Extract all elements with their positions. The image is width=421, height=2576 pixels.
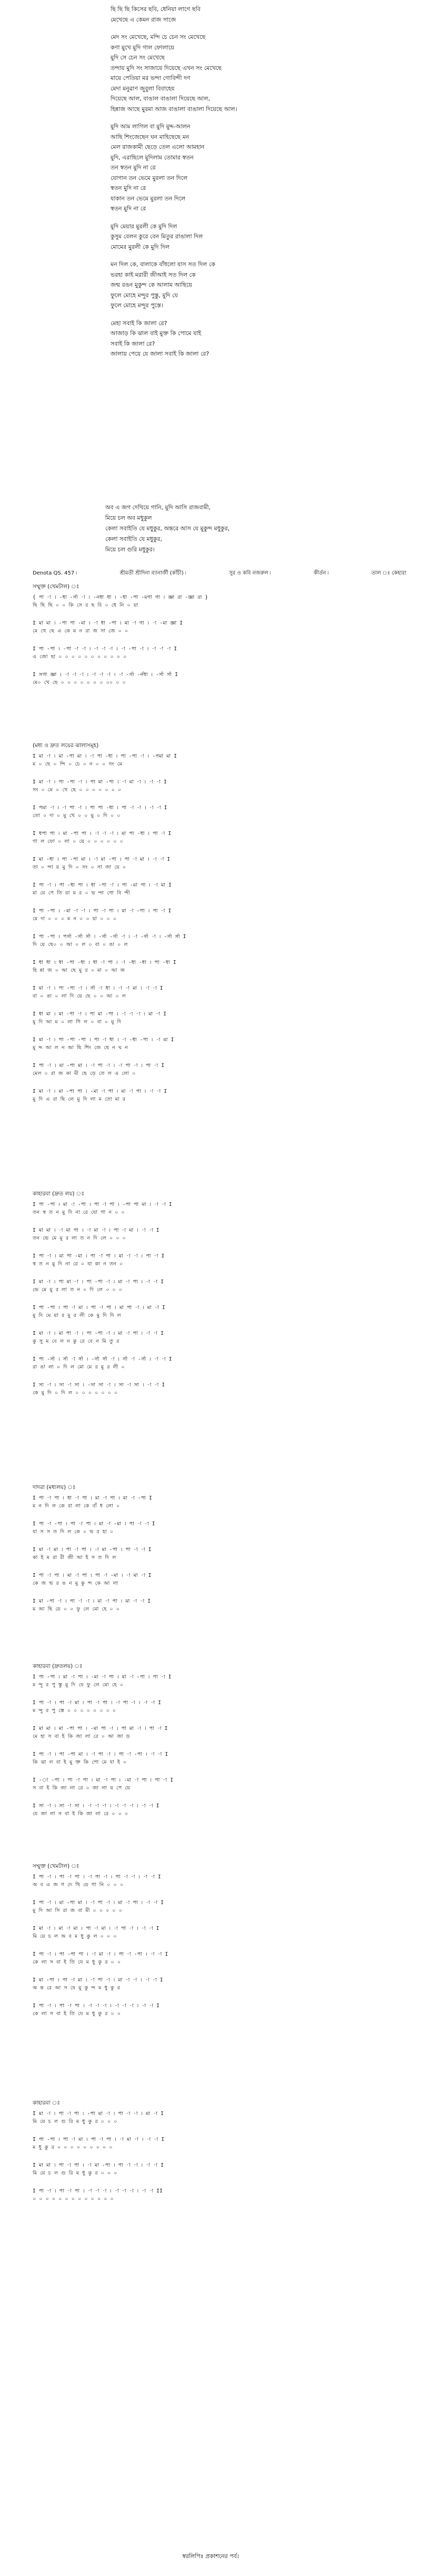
swara-row: I মা -া । পা -পা -া । র্সা -া ধা । -া -া মা । -া -া I	[33, 985, 163, 991]
poem-line: মোমের মুরলী কে মুদি দিল	[111, 243, 170, 250]
notation-line	[33, 1546, 407, 1562]
lyric-syllable-row: মু দি আ সি রা জ বা মী ০ ০ ০ ০ ০	[33, 1908, 123, 1914]
notation-line	[33, 1725, 407, 1740]
swara-row: I ধা মা । মা -পা -া । পা মা -পা । -া -া -া । মা -া I	[33, 1011, 167, 1017]
notation-line	[33, 804, 407, 820]
notation-line	[33, 984, 407, 1000]
swara-row: I পা -পা । মা -া পা । -মা -া পা । মা -া -পা । পা -া I	[33, 1674, 172, 1680]
swara-row: { পা -া । -ধা -র্সা -া । -নধা ধা । -ধা -পা -মগা গা । জ্ঞা রা -জ্ঞা রা }	[33, 595, 208, 600]
notation-line	[33, 593, 407, 609]
poem-line: ভরহা কাই মরারী জীআই সত দিল কে	[111, 271, 196, 278]
poem-line: মেদ সং মেখেছে, মন্দি চে চেন সং মেখেছে	[111, 34, 206, 41]
lyric-syllable-row: তা ০ ন্দা য় মু দি ০ সং ০ সা জা য়ে ০	[33, 864, 126, 870]
notation-block-group	[33, 1873, 407, 2028]
poem-line: মুদি আম লাগিল বা মুদি মুদ্দ-আলন	[111, 123, 191, 130]
notation-line	[33, 1062, 407, 1078]
poem-line: মুদি সে চেন সং মেখেছে	[111, 54, 165, 61]
notation-line	[33, 1355, 407, 1371]
poem-line: মেদা মনুৱাণ জুবুলা বিবাহেয়	[111, 85, 175, 92]
lyric-syllable-row: মে দা ০ ০ ০ ম ন ০ ০ য়া ০ ০ ০	[33, 916, 117, 922]
swara-row: I পা -া । মা -পা মা । -া পা -া । -া পা -া । পা -া I	[33, 1063, 165, 1069]
notation-line	[33, 2136, 407, 2151]
poem-line: যোগান তন ভেমে মুরলা তন দিলে	[111, 174, 188, 182]
swara-row: I পা -া । মা -পা মা । -া পা -া । মা -া পা । -া -া I	[33, 1900, 164, 1906]
lyric-syllable-row: কু সু ম বে ল ন কু রে বে ন মি তু র	[33, 1339, 119, 1344]
swara-row: I সা -া । সা -া সা । -া -া -া । -া -া -া । -া -া I	[33, 1803, 159, 1809]
poem-line: কেলা সবাইতি যে মধুকুর, অন্তরে আস যে মুকুন্দ মধুকুর,	[105, 525, 230, 532]
lyric-syllable-row: স বা ই কি জা লা রে ০ জা লা য় পে য়ে	[33, 1785, 131, 1791]
lyric-syllable-row: ভে মে মু র লা ত ন ০ দি লে ০ ০ ০	[33, 1287, 123, 1293]
lyric-syllable-row: কা ই ম রা রী জী আ ই স ত দি ল	[33, 1555, 116, 1561]
section-title: কাহারবা ঃ	[33, 2100, 60, 2106]
swara-row: I পমা -া । -া পা -া । পা পা -ধা । পা -া -া । -া -া I	[33, 805, 167, 811]
notation-line	[33, 645, 407, 661]
poem-line: ফুলে মোহে মন্দুর পুস্তে।	[111, 302, 163, 309]
lyric-syllable-row: মে খে ছে এ কে ম ন রা জ সা জে ০ ০	[33, 628, 128, 634]
swara-row: I মা -া মা । পা -া পা । -া মা -পা । পা -া -া I	[33, 1547, 152, 1553]
poem-line: কণা মুখে মুদি গাল ফোলায়ে	[111, 44, 174, 51]
notation-line	[33, 2187, 407, 2203]
notation-line	[33, 1381, 407, 1397]
swara-row: I পা -া । পা -া পা । -া -া -া । -া -া -া । -া -া II	[33, 2188, 163, 2194]
poem-line: ছি ছি ছি কিসের ছবি, ধেনিয়া লাগে ছবি	[111, 6, 201, 13]
poem-line: মায়ে পেতিয়া মর ভন্দা গোবিন্দী দণ	[111, 75, 191, 82]
lyric-syllable-row: মি য়ে চ ল গু রি ম ধু কু র ০ ০ ০	[33, 2119, 117, 2125]
notation-line	[33, 1976, 407, 1992]
poem-line: মেহা সবাই কি জালা রে?	[111, 319, 167, 327]
poem-line: মেখেছে এ কেমন রাজ সাজে	[111, 16, 176, 23]
poem-line: স্বতন মুদি না রে	[111, 185, 146, 192]
lyric-syllable-row: তন ভে মে মু র লা ত ন দি লে ০ ০ ০	[33, 1235, 126, 1241]
notation-line	[33, 1278, 407, 1294]
swara-row: I পা -র্সা । র্সা -া র্সা । -র্সা র্সা -া । র্সা -া -র্সা । -া -া I	[33, 1356, 172, 1362]
lyric-syllable-row: বা ০ ঙা ০ লা দি য়ে ছে ০ ০ আ ০ ল	[33, 993, 126, 999]
swara-row: I মা -া । মা পা -া । পা -পা -া । মা -া পা । -া -া I	[33, 1331, 164, 1336]
lyricist-credit: সুর ও কবি নজরুল ৷	[229, 570, 271, 576]
poem-line: মিয়ে চল গুরি মধুকুর।	[105, 546, 155, 553]
notation-line	[33, 1520, 407, 1536]
lyric-syllable-row: স্ব ত ন মু দি না রে ০ যা কা ন তন ০	[33, 1261, 123, 1267]
lyric-syllable-row: যা স স ত দি ল কে ০ ভ র হা ০	[33, 1529, 114, 1535]
notation-line	[33, 1330, 407, 1345]
lyric-syllable-row: মে০ খে ছে ০ ০ ০ ০ ০ ০ ০ ০০ ০ ০	[33, 680, 126, 686]
notation-line	[33, 1899, 407, 1915]
notation-line	[33, 1088, 407, 1103]
swara-row: I পা -া । পা -া মা । পা -া পা । -া পা -া । -া -া I	[33, 1700, 162, 1706]
lyric-syllable-row: মি য়ে চ ল অ ব ম ধু কু ল ০ ০ ০	[33, 1934, 117, 1939]
poem-line: তন্দায় মুদি সং সাজায়ে দিয়েছে এখন সং মেখেছে	[111, 64, 222, 72]
notation-line	[33, 1776, 407, 1792]
swara-row: I মা মা । -া মা পা । -া মা -া । পা -া মা । -া -া I	[33, 1227, 159, 1233]
footer-note: স্বরলিপিঃ প্রকাশনের পর্ব।	[182, 2553, 239, 2560]
swara-row: I -া -পা । পা -া পা । মা -া পা । -মা -া পা । পা -া I	[33, 1777, 174, 1783]
notation-line	[33, 1572, 407, 1587]
notation-line	[33, 619, 407, 635]
lyric-syllable-row: মু দি মে য়া র মু র লী কে মু দি দি ল	[33, 1313, 121, 1319]
poem-stanza	[111, 122, 405, 214]
notation-line	[33, 1494, 407, 1510]
notation-line	[33, 1252, 407, 1268]
section-title: সম্মুক্ত (খেমটাল) ঃ	[33, 1863, 79, 1869]
swara-row: I পা -া পা । ধা -া পা । মা -া পা । মা -া -পা I	[33, 1495, 153, 1501]
section-title: কাহারবা (দ্রুত লয়) ঃ	[33, 1191, 84, 1197]
notation-line	[33, 1925, 407, 1940]
swara-row: I পা -া । পা -া পা । -া পা -া । পা -া -া । -া -া I	[33, 1874, 161, 1880]
section-title: কাহারবা (দ্রুতলয়) ঃ	[33, 1663, 83, 1669]
swara-row: I পা -পা । পর্সা -র্সা র্সা । -র্সা -র্সা -া । -া -র্সা -া । -র্সা র্সা I	[33, 934, 186, 940]
swara-row: I ধপা পা । মা -পা পা । -া -া -া । মা পা -ধা । পা -া I	[33, 831, 172, 837]
lyric-syllable-row: ০ ০ ০ ০ ০ ০ ০ ০ ০ ০ ০ ০ ০	[33, 2196, 114, 2202]
lyric-syllable-row: মে হা স বা ই কি জা লা রে ০ আ জা ড়	[33, 1734, 130, 1739]
notation-line	[33, 2161, 407, 2177]
notation-block-group	[33, 593, 407, 697]
notation-line	[33, 1699, 407, 1715]
lyric-syllable-row: অ ব এ জ গ দে খি য়ে গা নি ০ ০ ০	[33, 1882, 124, 1888]
swara-row: I পা -পা । পা -া মা । পা -া পা । -া মা -া । -া -া I	[33, 2137, 165, 2142]
lyric-syllable-row: মু দ্দ আ ল ন আ ছি শিং জে ছে ন ঘ ন	[33, 1045, 128, 1051]
notation-line	[33, 933, 407, 949]
lyric-syllable-row: মেল ০ রা জ কা মী ছে ড়ে তে ল এ লো ০	[33, 1071, 136, 1076]
lyric-syllable-row: গা ল ফো ০ লা ০ য়ে ০ ০ ০ ০ ০ ০	[33, 839, 123, 844]
swara-row: I পা -া । মা পা -মা । পা -া পা । মা -া -া । পা -া I	[33, 1253, 165, 1259]
swara-row: I মা -পা -া । পা -া -া । মা -া পা । মা -া -া I	[33, 1598, 151, 1604]
swara-row: I পা -পা । মা -া -পা । পা -া পা । -পা পা মা । -া -া I	[33, 1202, 172, 1208]
poem-line: তন স্বতন মুদি না রে	[111, 164, 156, 171]
poem-stanza	[111, 318, 405, 359]
lyric-syllable-row: কে জ ন্ম র ঙ ন মু কু ন্দ কে আ লা	[33, 1581, 118, 1586]
section-title: সম্মুক্ত (খেমটাল) ঃ	[33, 583, 79, 590]
lyric-syllable-row: রা ঙা লা ০ দি ল মো মে র মু র লী ০	[33, 1364, 125, 1370]
notation-line	[33, 1597, 407, 1613]
notation-line	[33, 1036, 407, 1052]
swara-row: I সগা জ্ঞা । -া -া -া । -া -া -া । -া -র্সা -র্নধা । -র্সা র্সা I	[33, 672, 178, 678]
swara-row: I পা -া পা । মা -া পা । পা -া -মা । -া মা -া I	[33, 1573, 152, 1578]
lyric-syllable-row: ম ০ ছে ০ ন্দি ০ চে ০ ন ০ ০ সং মে	[33, 761, 123, 767]
poem-line: মুদি, এরাছিলে মুদিলাম তোমার স্বতন	[111, 154, 194, 161]
notation-line	[33, 1673, 407, 1689]
poem-line: জালায় পেয়ে যে জালা সবাই কি জালা রে?	[111, 350, 209, 357]
poem-stanza	[111, 222, 405, 253]
poem-line: মন দিল কে, বালাকে বাঁধলো যাস সত দিল কে	[111, 261, 216, 268]
lyric-syllable-row: কে লা স বা ই তি যে ম ধু কু র ০ ০	[33, 2011, 121, 2017]
swara-row: I পা -া । পা -পা মা । -া পা -া । পা -া -পা । -া -া I	[33, 1752, 168, 1757]
swara-row: I মা মা । মা -পা পা । -মা পা -া । পা মা -া । পা -া I	[33, 1726, 168, 1732]
raga-name: কীর্তন ৷	[314, 570, 329, 576]
swara-row: I পা -া -পা । পা -া পা । মা -া -মা । পা -া -া I	[33, 1521, 155, 1527]
lyric-syllable-row: মি য়ে চ ল গু রি ম ধু কু র ০ ০ ০	[33, 2170, 117, 2176]
taal-name: তাল ঃ কেহারা	[371, 570, 406, 576]
lyric-syllable-row: হি ন্না জ ০ আ ছে মু র ০ মা ০ আ জ	[33, 968, 125, 973]
poem-line: মেল রাজকামী ছেড়ে তেল এলো আমহান	[111, 144, 205, 150]
poem-line: কুসুম বেলন কুরে বেন মিতুর রাঙালা দিল	[111, 233, 203, 240]
notation-line	[33, 1304, 407, 1320]
swara-row: I পা -া । পা -ধা পা । ধা -পা -া । পা -মা পা । -া মা I	[33, 882, 172, 888]
lyric-syllable-row: তো ০ দা ০ মু খে ০ ০ মু ০ দি ০ ০	[33, 813, 121, 819]
swara-row: I সা -া । সা -া সা । -সা সা -া । সা -া সা । -া -া I	[33, 1382, 165, 1388]
swara-row: I পা -পা । -মা -া -া । পা -া পা । মা -া -পা । পা -া I	[33, 908, 172, 914]
poem-line: দিয়েছে আল, বাঙাল বাঙালা দিয়েছে আল,	[111, 95, 210, 102]
poem-stanza	[111, 4, 405, 25]
notation-line	[33, 778, 407, 794]
notation-line	[33, 2110, 407, 2126]
lyric-syllable-row: মু দি আ ম ০ লা গি ল ০ বা ০ মু দি	[33, 1019, 122, 1025]
poem-line: হিন্নাজ আছে মুরমা আজ বাঙালা বাঙালা দিয়েছে আল।	[111, 105, 237, 113]
lyric-syllable-row: মু দি এ রা ছি লে মু দি লা ম তো মা র	[33, 1096, 126, 1102]
notation-line	[33, 1950, 407, 1966]
section-title: (মধ্য ও দ্রুত লয়ের ঝালাসমূহ)	[33, 742, 99, 749]
disc-number: Denota QS. 457 ৷	[33, 570, 77, 576]
notation-line	[33, 856, 407, 871]
swara-row: I মা -া । পা মা -া । পা -পা -া । মা -া পা । -া -া I	[33, 1279, 164, 1285]
artist-name: শ্রীমতী শ্রীদিনা ব্যানার্জী (কাঁচী) ৷	[119, 570, 186, 576]
lyric-syllable-row: অ ন্ত রে আ স যে মু কু ন্দ ম ধু কু র	[33, 1985, 121, 1991]
poem-line: মিয়ে চল অব মধুকুল	[105, 515, 152, 521]
poem-stanza	[111, 32, 405, 114]
swara-row: I পা -পা । পা -া মা । পা -া পা । মা পা -া । মা -া I	[33, 1305, 165, 1311]
lyric-syllable-row: ম ধু কু র ০ ০ ০ ০ ০ ০ ০ ০ ০	[33, 2145, 113, 2150]
swara-row: I মা মা । -পা পা -মা । -া ধা -পা । মা -া গা । -া -মা জ্ঞা I	[33, 620, 183, 626]
notation-line	[33, 1201, 407, 1216]
swara-row: I মা -া । মা -া মা । পা -া মা । -া পা -া । -া -া I	[33, 1926, 159, 1931]
notation-block-group	[33, 2110, 407, 2213]
lyric-syllable-row: দি য়ে ছে০ ০ আ ০ ল ০ বা ০ ঙা ০ ল	[33, 942, 128, 948]
lyric-syllable-row: ছি ছি ছি ০ ০ কি সে র ছ বি ০ ধে নি ০ য়া	[33, 602, 138, 608]
swara-row: I পা -া । পা -পা পা । -া মা -া । পা -া -পা । -া -া I	[33, 1951, 168, 1957]
swara-row: I ধা ধা । ধা -পা -ধা । ধা -া পা । -া -ধা -ধা । পা -ধা I	[33, 960, 176, 965]
poem-line: আছি শিংজেছেন ঘন মাহিছেছে মন	[111, 133, 189, 140]
notation-line	[33, 1010, 407, 1026]
poem-line: আজাড় কি ঝাল বাই মুক্ত কি পোমে যাই	[111, 330, 202, 337]
swara-row: I মা -া । মা -পা মা । -া পা -ধা । পা -পা -া । -পমা মা I	[33, 753, 177, 759]
swara-row: I মা -া । পা -া পা । -পা মা -া । পা -া -া । মা -া I	[33, 2111, 164, 2117]
poem-line: জন্ম রঙন মুকুন্দ কে আলাম আছিয়ে	[111, 281, 192, 288]
notation-line	[33, 1802, 407, 1818]
section-title: দাদরা (মধ্যলয়) ঃ	[33, 1484, 76, 1491]
notation-line	[33, 1226, 407, 1242]
notation-line	[33, 881, 407, 897]
notation-line	[33, 752, 407, 768]
lyric-syllable-row: কে লা স বা ই তি যে ম ধু কু র ০ ০	[33, 1959, 121, 1965]
poem-stanza	[111, 259, 405, 311]
swara-row: I মা -া । মা -পা পা । -মা -া পা । মা -া পা । -া -া I	[33, 1089, 167, 1094]
poem-line: স্বতন মুদি না রে	[111, 205, 146, 212]
notation-block-group	[33, 1201, 407, 1407]
notation-block-group	[33, 1494, 407, 1623]
swara-row: I মা -া । পা -পা -পা । পা -া ধা । -া -ধা -পা । -া মা I	[33, 1037, 174, 1043]
lyric-syllable-row: যে জা লা স বা ই কি জা লা রে ০ ০ ০	[33, 1811, 128, 1817]
swara-row: I পা -পা । -পা -া -া । -া -া -া । -া -পা -া । -া -া -া I	[33, 646, 177, 652]
notation-line	[33, 830, 407, 846]
poem-line: মুদি মেয়ার মুরলী কে মুদি দিল	[111, 223, 177, 230]
notation-line	[33, 671, 407, 687]
lyric-syllable-row: মা য়ে পে তি য়া ম র ০ ভ ন্দা গো বি ন্দী	[33, 890, 130, 896]
song-lyrics-ending	[105, 502, 400, 555]
poem-line: সবাই কি জালা রে?	[111, 340, 155, 347]
lyric-syllable-row: সং ০ মে ০ খে ছে ০ ০ ০ ০ ০ ০ ০	[33, 787, 122, 793]
poem-line: অব এ জগ দেখিয়ে গানি, মুদি আসি রাজবামী,	[105, 504, 211, 511]
notation-line	[33, 1873, 407, 1889]
lyric-syllable-row: তন স্ব ত ন মু দি না রে যো গা ন ০ ০	[33, 1210, 125, 1215]
notation-block-group	[33, 1673, 407, 1828]
lyric-syllable-row: ম ন্দু র পু স্তে ০ ০ ০ ০ ০ ০ ০ ০	[33, 1708, 116, 1714]
swara-row: I পা -া । পা -া পা । -া -া -া । -া -া -া । -া -া I	[33, 2003, 160, 2009]
lyric-syllable-row: এ জো ছা ০ ০ ০ ০ ০ ০ ০ ০ ০ ০ ০	[33, 654, 127, 660]
lyric-syllable-row: ম ন দি ল কে বা লা কে বাঁ ধ লো ০	[33, 1503, 120, 1509]
lyric-syllable-row: কি ঝা ল বা ই মু ক্ত কি পো মে যা ই ০	[33, 1759, 127, 1765]
swara-row: I মা -ধা । পা -পা মা । -া মা -পা । পা -া মা । -া -া I	[33, 857, 171, 862]
swara-row: I মা মা । পা -া পা । -া মা -পা । পা -া -া । -া -া I	[33, 2162, 164, 2168]
disc-info-header	[33, 569, 406, 578]
lyric-syllable-row: ম আ ছি য়ে ০ ০ ফু লে মো হে ০ ০	[33, 1606, 120, 1612]
song-lyrics	[111, 4, 405, 367]
notation-line	[33, 959, 407, 974]
notation-line	[33, 2002, 407, 2018]
lyric-syllable-row: কে মু দি ০ দি ল ০ ০ ০ ০ ০ ০ ০	[33, 1390, 118, 1396]
poem-line: ফুলে মোহে মন্দুর পুস্তু, মুদি যে	[111, 291, 178, 299]
poem-line: যাকান তন ভেমে মুরলা তন দিলে	[111, 195, 186, 202]
swara-row: I মা -পা । পা -া মা । -া পা -া । মা -া -া । -া -া I	[33, 1977, 163, 1983]
swara-row: I মা -া । পা -পা -া । পা মা -পা । -া মা -া । -া -া I	[33, 779, 167, 785]
notation-line	[33, 907, 407, 923]
poem-line: কেলা সবাইতি যে মধুকুর,	[105, 536, 163, 542]
notation-block-group	[33, 752, 407, 1113]
notation-line	[33, 1750, 407, 1766]
lyric-syllable-row: ম ন্দু র পু স্তু মু দি যে ফু লে মো হে ০	[33, 1682, 124, 1688]
